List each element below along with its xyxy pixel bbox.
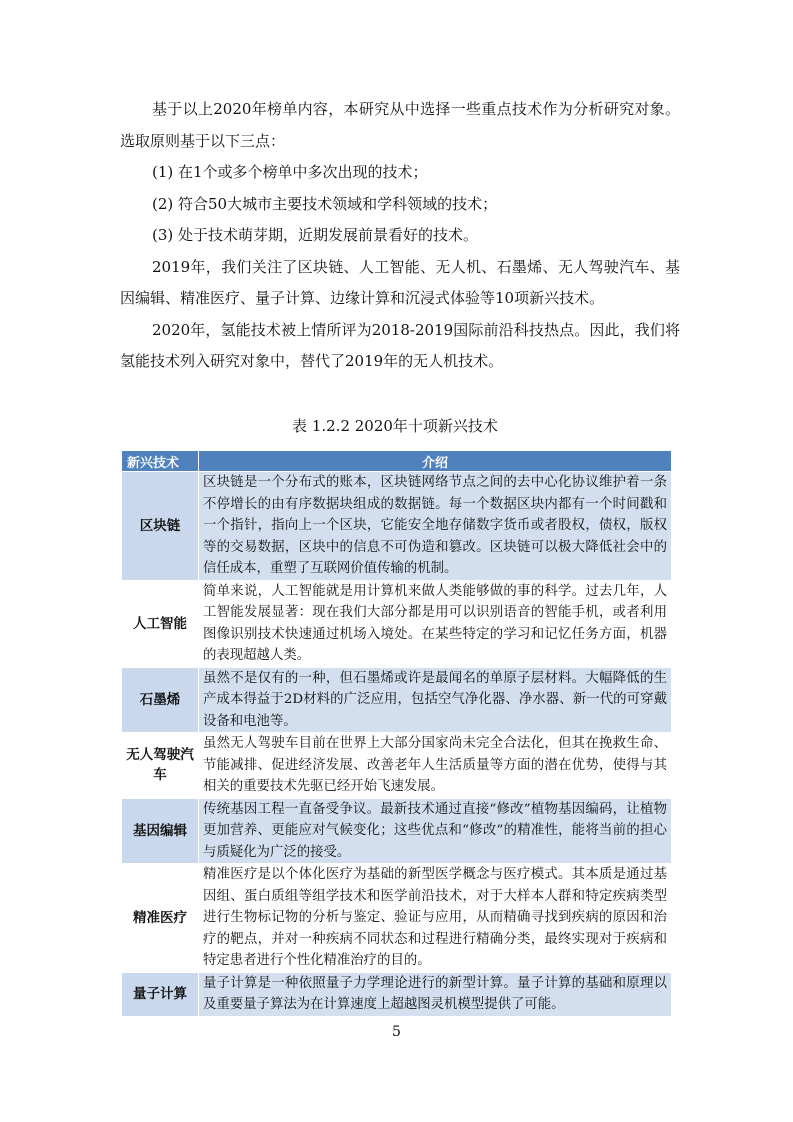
criterion-3: (3) 处于技术萌芽期，近期发展前景看好的技术。 — [152, 226, 479, 244]
table-header-row — [122, 451, 672, 472]
tech-description: 传统基因工程一直备受争议。最新技术通过直接“修改”植物基因编码，让植物更加营养、更能应对气候变化；这些优点和“修改”的精准性，能将当前的担心与质疑化为广泛的接受。 — [199, 798, 672, 864]
criterion-1: (1) 在1个或多个榜单中多次出现的技术； — [152, 163, 428, 181]
tech-table — [121, 450, 672, 1017]
body-text — [120, 94, 680, 378]
table-row — [122, 580, 672, 667]
table-row — [122, 972, 672, 1016]
page-number: 5 — [392, 1024, 401, 1040]
table-row — [122, 733, 672, 799]
tech-description: 简单来说，人工智能就是用计算机来做人类能够做的事的科学。过去几年，人工智能发展显著：现在我们大部分都是用可以识别语音的智能手机，或者利用图像识别技术快速通过机场入境处。在某些特定的学习和记忆任务方面，机器的表现超越人类。 — [199, 580, 672, 667]
table-caption: 表 1.2.2 2020年十项新兴技术 — [292, 417, 498, 435]
tech-description: 量子计算是一种依照量子力学理论进行的新型计算。量子计算的基础和原理以及重要量子算法为在计算速度上超越图灵机模型提供了可能。 — [199, 972, 672, 1016]
tech-description: 区块链是一个分布式的账本，区块链网络节点之间的去中心化协议维护着一条不停增长的由有序数据块组成的数据链。每一个数据区块内都有一个时间戳和一个指针，指向上一个区块，它能安全地存储数字货币或者股权，债权，版权等的交易数据，区块中的信息不可伪造和篡改。区块链可以极大降低社会中的信任成本，重塑了互联网价值传输的机制。 — [199, 472, 672, 581]
tech-description: 虽然无人驾驶车目前在世界上大部分国家尚未完全合法化，但其在挽救生命、节能减排、促进经济发展、改善老年人生活质量等方面的潜在优势，使得与其相关的重要技术先驱已经开始飞速发展。 — [199, 733, 672, 799]
tech-name: 人工智能 — [122, 580, 199, 667]
tech-description: 虽然不是仅有的一种，但石墨烯或许是最闻名的单原子层材料。大幅降低的生产成本得益于2D材料的广泛应用，包括空气净化器、净水器、新一代的可穿戴设备和电池等。 — [199, 667, 672, 733]
paragraph-2019: 2019年，我们关注了区块链、人工智能、无人机、石墨烯、无人驾驶汽车、基因编辑、精准医疗、量子计算、边缘计算和沉浸式体验等10项新兴技术。 — [120, 257, 680, 307]
tech-name: 量子计算 — [122, 972, 199, 1016]
tech-name: 石墨烯 — [122, 667, 199, 733]
tech-name: 区块链 — [122, 472, 199, 581]
table-row — [122, 798, 672, 864]
paragraph-intro: 基于以上2020年榜单内容，本研究从中选择一些重点技术作为分析研究对象。选取原则基于以下三点： — [120, 100, 680, 150]
table-row — [122, 667, 672, 733]
tech-description: 精准医疗是以个体化医疗为基础的新型医学概念与医疗模式。其本质是通过基因组、蛋白质组等组学技术和医学前沿技术，对于大样本人群和特定疾病类型进行生物标记物的分析与鉴定、验证与应用，从而精确寻找到疾病的原因和治疗的靶点，并对一种疾病不同状态和过程进行精确分类，最终实现对于疾病和特定患者进行个性化精准治疗的目的。 — [199, 864, 672, 973]
table-row — [122, 472, 672, 581]
table-row — [122, 864, 672, 973]
header-technology: 新兴技术 — [122, 451, 199, 472]
tech-name: 无人驾驶汽车 — [122, 733, 199, 799]
header-introduction: 介绍 — [199, 451, 672, 472]
criterion-2: (2) 符合50大城市主要技术领域和学科领域的技术； — [152, 194, 498, 213]
paragraph-2020: 2020年，氢能技术被上情所评为2018-2019国际前沿科技热点。因此，我们将氢能技术列入研究对象中，替代了2019年的无人机技术。 — [120, 320, 680, 370]
tech-name: 基因编辑 — [122, 798, 199, 864]
tech-name: 精准医疗 — [122, 864, 199, 973]
